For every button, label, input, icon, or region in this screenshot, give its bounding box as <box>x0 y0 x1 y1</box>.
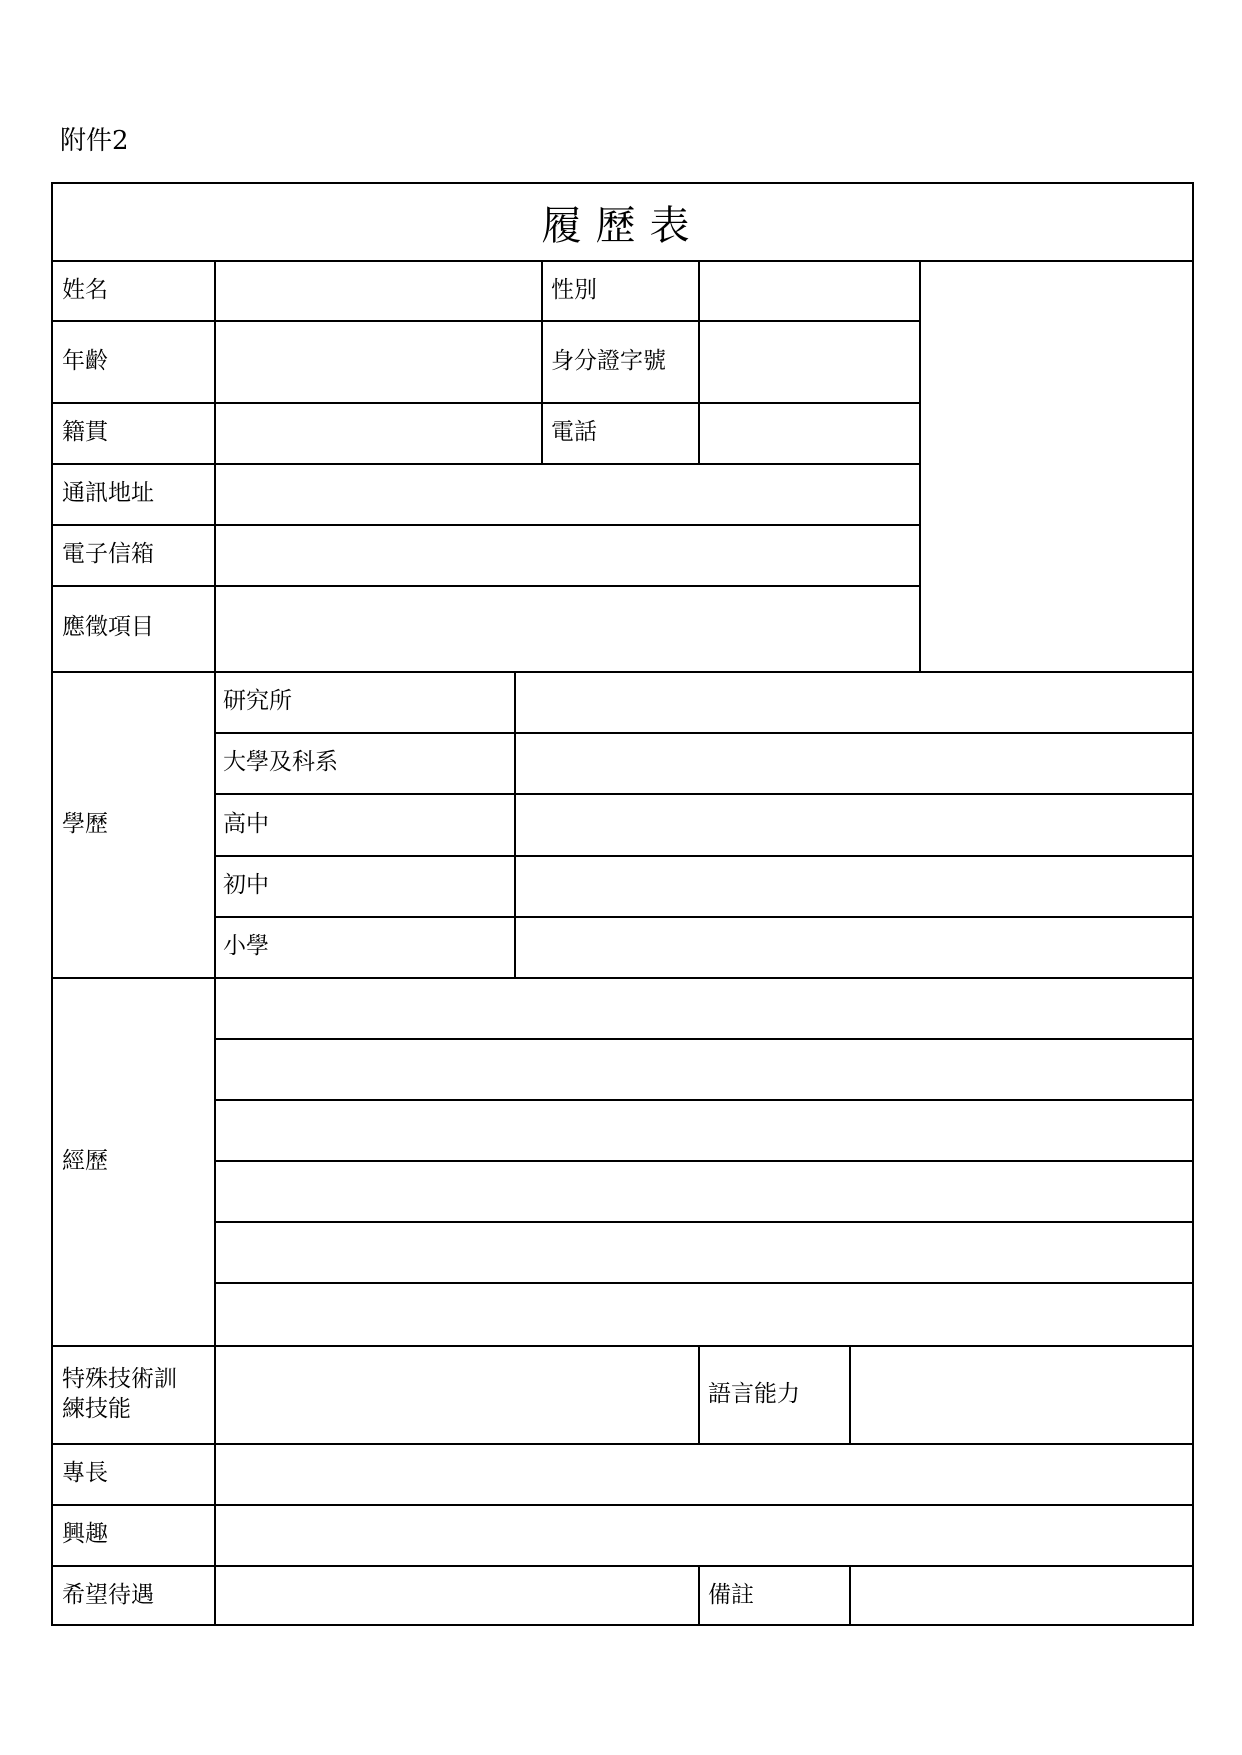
language-field[interactable] <box>851 1347 1192 1443</box>
experience-field[interactable] <box>216 979 1192 1038</box>
edu-university-field[interactable] <box>516 734 1192 793</box>
edu-elementary-field[interactable] <box>516 918 1192 977</box>
email-label: 電子信箱 <box>62 541 154 567</box>
language-label: 語言能力 <box>708 1381 800 1407</box>
email-field[interactable] <box>216 526 919 585</box>
edu-university-label: 大學及科系 <box>223 749 338 775</box>
annex-label: 附件2 <box>60 126 129 156</box>
position-field[interactable] <box>216 587 919 671</box>
experience-field[interactable] <box>216 1040 1192 1099</box>
address-label: 通訊地址 <box>62 480 154 506</box>
form-title: 履歷表 <box>541 202 704 249</box>
column-divider <box>698 1565 700 1624</box>
expected-salary-label: 希望待遇 <box>62 1582 154 1608</box>
gender-field[interactable] <box>700 262 919 320</box>
gender-label: 性別 <box>551 277 597 303</box>
phone-label: 電話 <box>551 419 597 445</box>
native-place-label: 籍貫 <box>62 419 108 445</box>
column-divider <box>698 1345 700 1443</box>
special-skills-label-line1: 特殊技術訓 <box>62 1366 177 1392</box>
experience-label: 經歷 <box>62 1148 108 1174</box>
edu-high-school-field[interactable] <box>516 795 1192 855</box>
edu-junior-high-field[interactable] <box>516 857 1192 916</box>
native-place-field[interactable] <box>216 404 541 463</box>
photo-area[interactable] <box>921 262 1192 671</box>
resume-form <box>51 182 1194 1626</box>
expected-salary-field[interactable] <box>216 1567 698 1624</box>
phone-field[interactable] <box>700 404 919 463</box>
edu-graduate-label: 研究所 <box>223 688 292 714</box>
id-number-label: 身分證字號 <box>551 348 666 374</box>
remarks-field[interactable] <box>851 1567 1192 1624</box>
edu-junior-high-label: 初中 <box>223 872 269 898</box>
remarks-label: 備註 <box>708 1582 754 1608</box>
column-divider <box>541 260 543 463</box>
experience-field[interactable] <box>216 1284 1192 1345</box>
address-field[interactable] <box>216 465 919 524</box>
id-number-field[interactable] <box>700 322 919 402</box>
interests-label: 興趣 <box>62 1521 108 1547</box>
education-label: 學歷 <box>62 811 108 837</box>
age-field[interactable] <box>216 322 541 402</box>
edu-graduate-field[interactable] <box>516 673 1192 732</box>
age-label: 年齡 <box>62 348 108 374</box>
expertise-label: 專長 <box>62 1460 108 1486</box>
special-skills-label <box>62 1364 177 1424</box>
name-label: 姓名 <box>62 277 108 303</box>
experience-field[interactable] <box>216 1223 1192 1282</box>
name-field[interactable] <box>216 262 541 320</box>
special-skills-label-line2: 練技能 <box>62 1396 131 1422</box>
special-skills-field[interactable] <box>216 1347 698 1443</box>
edu-elementary-label: 小學 <box>223 933 269 959</box>
edu-high-school-label: 高中 <box>223 811 269 837</box>
expertise-field[interactable] <box>216 1445 1192 1504</box>
position-label: 應徵項目 <box>62 614 154 640</box>
experience-field[interactable] <box>216 1101 1192 1160</box>
experience-field[interactable] <box>216 1162 1192 1221</box>
interests-field[interactable] <box>216 1506 1192 1565</box>
